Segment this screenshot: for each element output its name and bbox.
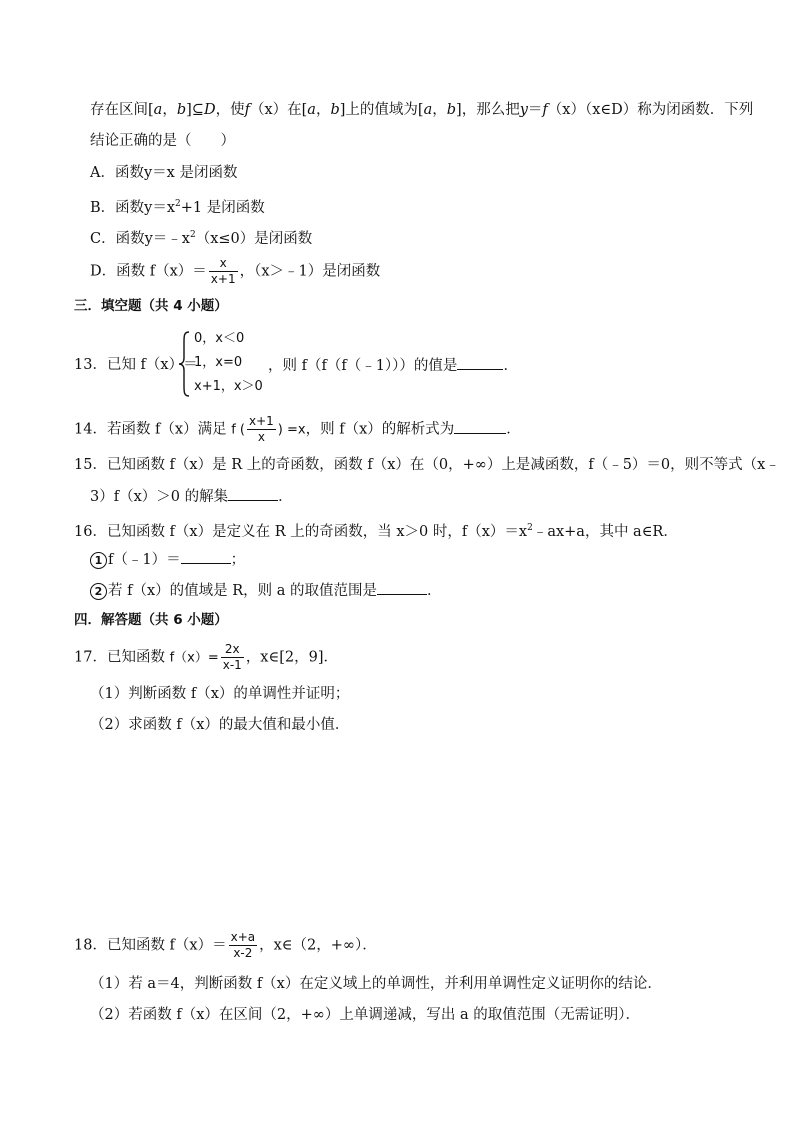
piecewise-case-2: 1，x=0: [194, 355, 243, 370]
q15-line1: 15．已知函数 f（x）是 R 上的奇函数，函数 f（x）在（0，+∞）上是减函数，f（﹣5）＝0，则不等式（x﹣: [74, 457, 780, 473]
q18-sub2: （2）若函数 f（x）在区间（2，+∞）上单调递减，写出 a 的取值范围（无需证明）．: [90, 1007, 640, 1023]
piecewise-case-3: x+1，x＞0: [194, 379, 263, 394]
answer-blank[interactable]: [454, 419, 506, 434]
q12-option-a: A．函数y＝x 是闭函数: [90, 165, 238, 181]
q18-line: 18．已知函数 f（x）＝ $\frac{x+a}{x-2}$ ，x∈（2，+∞）．: [74, 930, 377, 960]
q13-prefix: 13．已知 f（x）＝: [74, 357, 198, 373]
q12-option-b: B．函数$y=x^2+1$ 是闭函数: [90, 199, 265, 216]
q17-sub1: （1）判断函数 f（x）的单调性并证明；: [90, 686, 350, 702]
q12-line1: 存在区间[a，b]⊆D，使f（x）在[a，b]上的值域为[a，b]，那么把y＝f（x）（x∈D）称为闭函数．下列: [90, 102, 754, 118]
fraction: $\frac{x+1}{x}$: [249, 414, 274, 444]
q16-line1: 16．已知函数 f（x）是定义在 R 上的奇函数，当 x＞0 时，$f(x)=x^2﹣ax+a$，其中 a∈R．: [74, 523, 678, 540]
piecewise-case-1: 0，x＜0: [194, 331, 245, 346]
answer-blank[interactable]: [377, 580, 427, 595]
circled-number-icon: 2: [90, 583, 107, 600]
circled-number-icon: 1: [90, 552, 107, 569]
fraction: $\frac{x+a}{x-2}$: [230, 930, 256, 960]
left-brace-icon: [178, 330, 192, 398]
q17-sub2: （2）求函数 f（x）的最大值和最小值．: [90, 717, 350, 733]
q16-sub2: 2 若 f（x）的值域是 R，则 a 的取值范围是 ．: [90, 580, 442, 601]
fraction: $\frac{2x}{x-1}$: [222, 642, 242, 672]
answer-blank[interactable]: [457, 355, 503, 370]
q12-option-c: C．函数$y=﹣x^2(x\le 0)$是闭函数: [90, 230, 313, 247]
q18-sub1: （1）若 a＝4，判断函数 f（x）在定义域上的单调性，并利用单调性定义证明你的结论．: [90, 976, 662, 992]
answer-blank[interactable]: [228, 486, 278, 501]
section-heading-answer: 四．解答题（共 6 小题）: [74, 612, 228, 628]
q15-line2: 3）f（x）＞0 的解集 ．: [90, 486, 293, 507]
q17-line: 17．已知函数 f（x）= $\frac{2x}{x-1}$ ，x∈[2，9]．: [74, 642, 338, 672]
q16-sub1: 1 f（﹣1）＝ ；: [90, 549, 245, 570]
fraction: $\frac{x}{x+1}$: [210, 256, 236, 286]
q12-option-d: D．函数 f（x）＝ $\frac{x}{x+1}$ ，（x＞﹣1）是闭函数: [90, 256, 381, 286]
q13-suffix: ，则 f（f（f（﹣1）））的值是 ．: [268, 355, 518, 376]
q12-line2: 结论正确的是（ ）: [90, 133, 235, 149]
answer-blank[interactable]: [181, 549, 231, 564]
q14-line: 14．若函数 f（x）满足 f ( $\frac{x+1}{x}$ ) =x，则 f（x）的解析式为 ．: [74, 414, 521, 444]
section-heading-fill-in: 三．填空题（共 4 小题）: [74, 298, 228, 314]
